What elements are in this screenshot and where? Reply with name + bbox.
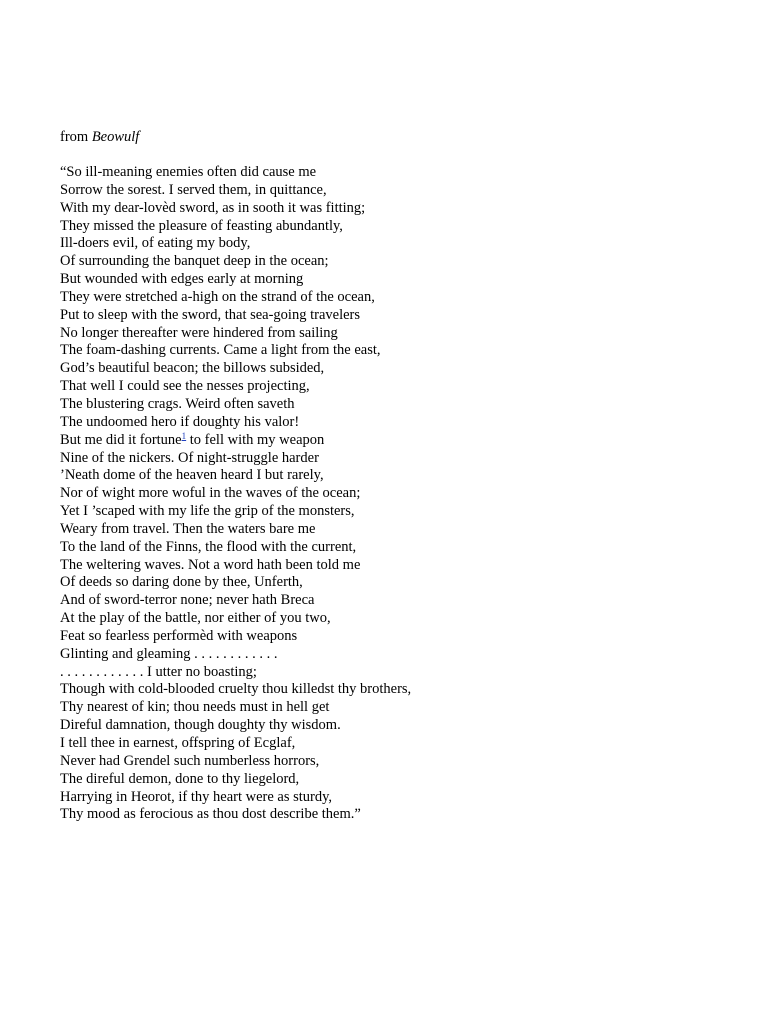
poem-line: The blustering crags. Weird often saveth <box>60 395 295 412</box>
poem-line-text: But me did it fortune <box>60 431 182 448</box>
poem-line: And of sword-terror none; never hath Breca <box>60 592 315 609</box>
poem-line: At the play of the battle, nor either of you two, <box>60 610 331 627</box>
poem-line: I tell thee in earnest, offspring of Ecglaf, <box>60 735 296 751</box>
poem-line-text: to fell with my weapon <box>186 431 325 448</box>
poem-line: “So ill-meaning enemies often did cause me <box>60 164 317 180</box>
poem-line: . . . . . . . . . . . . I utter no boasting; <box>60 663 257 680</box>
poem-line: Thy mood as ferocious as thou dost describe them.” <box>60 806 361 823</box>
poem-line: Sorrow the sorest. I served them, in quittance, <box>60 181 327 198</box>
poem-line: Of surrounding the banquet deep in the ocean; <box>60 253 329 270</box>
poem-line: No longer thereafter were hindered from sailing <box>60 324 338 341</box>
poem-line: Ill-doers evil, of eating my body, <box>60 235 251 252</box>
poem-line: Nine of the nickers. Of night-struggle harder <box>60 449 319 466</box>
poem-line: They were stretched a-high on the strand of the ocean, <box>60 288 375 305</box>
poem-line: That well I could see the nesses projecting, <box>60 378 310 395</box>
poem-line: God’s beautiful beacon; the billows subsided, <box>60 360 325 377</box>
poem-line: Harrying in Heorot, if thy heart were as sturdy, <box>60 788 333 805</box>
footnote-link[interactable]: 1 <box>181 430 187 441</box>
poem-line: Glinting and gleaming . . . . . . . . . . . . <box>60 645 278 662</box>
poem-line: With my dear-lovèd sword, as in sooth it was fitting; <box>60 199 366 216</box>
poem-line: They missed the pleasure of feasting abundantly, <box>60 217 343 234</box>
title-prefix: from <box>60 129 89 145</box>
poem-line: Of deeds so daring done by thee, Unferth, <box>60 574 303 591</box>
poem-line: The weltering waves. Not a word hath been told me <box>60 556 361 573</box>
poem-line: Though with cold-blooded cruelty thou killedst thy brothers, <box>60 681 412 698</box>
poem-line: Nor of wight more woful in the waves of the ocean; <box>60 485 361 502</box>
poem-line: Yet I ’scaped with my life the grip of the monsters, <box>60 503 355 520</box>
poem-line: ’Neath dome of the heaven heard I but rarely, <box>60 467 324 484</box>
poem-line: Never had Grendel such numberless horrors, <box>60 752 320 769</box>
poem-line: Thy nearest of kin; thou needs must in hell get <box>60 699 330 716</box>
poem-line: Feat so fearless performèd with weapons <box>60 627 298 644</box>
poem-body <box>60 164 760 824</box>
poem-line <box>60 432 760 450</box>
poem-line: The foam-dashing currents. Came a light from the east, <box>60 342 381 359</box>
work-title: Beowulf <box>91 129 140 145</box>
poem-line: The direful demon, done to thy liegelord, <box>60 770 300 787</box>
poem-line: To the land of the Finns, the flood with the current, <box>60 538 357 555</box>
poem-line: Put to sleep with the sword, that sea-going travelers <box>60 306 361 323</box>
page-title <box>60 128 139 146</box>
poem-line: The undoomed hero if doughty his valor! <box>60 413 300 430</box>
poem-line: But wounded with edges early at morning <box>60 271 304 288</box>
poem-line: Weary from travel. Then the waters bare me <box>60 520 316 537</box>
poem-line: Direful damnation, though doughty thy wisdom. <box>60 717 341 734</box>
